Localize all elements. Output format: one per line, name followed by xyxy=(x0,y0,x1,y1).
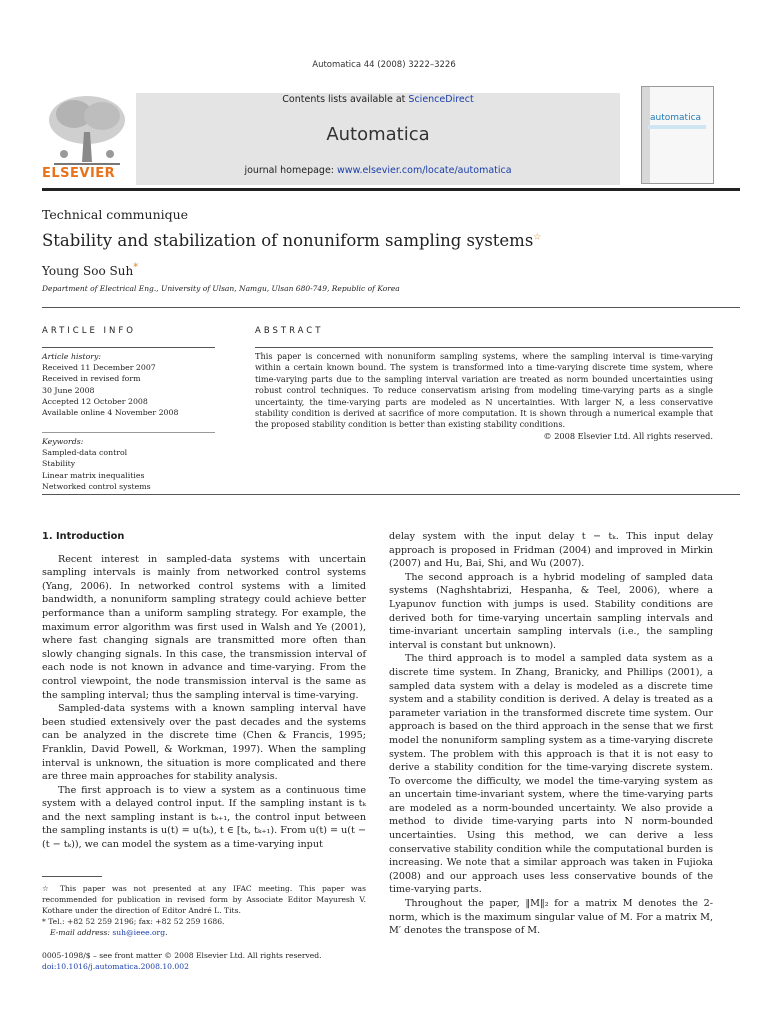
sciencedirect-link[interactable]: ScienceDirect xyxy=(408,94,474,105)
history-item: Available online 4 November 2008 xyxy=(42,408,179,418)
contents-line xyxy=(136,94,620,105)
history-item: Received in revised form xyxy=(42,374,141,384)
history-item: 30 June 2008 xyxy=(42,385,95,395)
history-item: Accepted 12 October 2008 xyxy=(42,396,148,406)
abstract-bottom-rule xyxy=(42,494,740,495)
history-item: Received 11 December 2007 xyxy=(42,363,156,373)
email-label: E-mail address: xyxy=(50,928,113,937)
title-rule xyxy=(42,307,740,308)
article-type: Technical communique xyxy=(42,207,189,222)
article-info-rule xyxy=(42,347,215,348)
header-rule xyxy=(42,188,740,191)
author-line xyxy=(42,262,138,278)
issn-line: 0005-1098/$ – see front matter © 2008 Elsevier Ltd. All rights reserved. xyxy=(42,951,322,960)
elsevier-tree-logo xyxy=(44,92,130,168)
contents-prefix: Contents lists available at xyxy=(282,94,409,105)
paragraph: The third approach is to model a sampled data system as a discrete time system. In Zhang, Branicky, and Phillips (2001), a sampled data system with a delay is modeled as a discrete time system and a stability condition is derived. A delay is treated as a parameter variation in the transformed discrete time system. Our approach is based on the third approach in the sense that we first model the nonuniform sampling system as a time-varying discrete system. The problem with this approach is that it is not easy to derive a stability condition for the time-varying discrete system. To overcome the difficulty, we model the time-varying system as an uncertain time-invariant system, where the time-varying parts are modeled as a norm-bounded uncertainty. We also provide a method to divide time-varying parts into N norm-bounded uncertainties. Using this method, we can derive a less conservative stability condition while the computational burden is increasing. We note that a similar approach was taken in Fujioka (2008) and our approach uses less conservative bounds of the time-varying parts. xyxy=(389,653,713,896)
homepage-prefix: journal homepage: xyxy=(244,165,338,176)
article-history xyxy=(42,351,217,418)
email-link[interactable]: suh@ieee.org xyxy=(112,928,166,937)
left-column xyxy=(42,530,366,852)
issn-block xyxy=(42,950,372,972)
journal-citation: Automatica 44 (2008) 3222–3226 xyxy=(312,60,456,70)
abstract-rule xyxy=(255,347,713,348)
keyword: Sampled-data control xyxy=(42,448,128,458)
keyword: Stability xyxy=(42,459,76,469)
paragraph: Recent interest in sampled-data systems with uncertain sampling intervals is mainly from networked control systems (Yang, 2006). In networked control systems with a limited bandwidth, a nonuniform sampling strategy could achieve better performance than a uniform sampling strategy. For example, the maximum error algorithm was first used in Walsh and Ye (2001), where fast changing signals are transmitted more often than slowly changing signals. In this case, the transmission interval of each node is not known in advance and time-varying. From the control viewpoint, the node transmission interval is the same as the sampling interval; thus the sampling interval is time-varying. xyxy=(42,553,366,701)
journal-homepage xyxy=(136,165,620,176)
footnotes xyxy=(42,883,366,938)
paragraph: Throughout the paper, ‖M‖₂ for a matrix M denotes the 2-norm, which is the maximum singular value of M. For a matrix M, M′ denotes the transpose of M. xyxy=(389,898,713,937)
abstract-text: This paper is concerned with nonuniform sampling systems, where the sampling interval is time-varying within a certain known bound. The system is transformed into a time-varying discrete time system, where time-varying parts due to the sampling interval variation are treated as norm bounded uncertainties using robust control techniques. To reduce conservatism arising from modeling time-varying parts as a single uncertainty, the time-varying parts are modeled as N uncertainties. With larger N, a less conservative stability condition is derived at sacrifice of more computation. It is shown through a numerical example that the proposed stability condition is better than existing stability conditions. xyxy=(255,351,713,430)
elsevier-wordmark: ELSEVIER xyxy=(42,166,116,181)
footnote-email-line xyxy=(42,927,366,938)
paragraph: The second approach is a hybrid modeling of sampled data systems (Naghshtabrizi, Hespanha, & Teel, 2006), where a Lyapunov function with jumps is used. Stability conditions are derived both for time-varying uncertain sampling intervals and time-invariant uncertain sampling intervals (i.e., the sampling interval is constant but unknown). xyxy=(389,571,713,651)
abstract-copyright: © 2008 Elsevier Ltd. All rights reserved. xyxy=(543,430,713,441)
author-footnote-mark[interactable]: * xyxy=(133,262,139,273)
keyword: Linear matrix inequalities xyxy=(42,470,145,480)
title-footnote-mark[interactable]: ☆ xyxy=(533,232,542,243)
cover-stripe xyxy=(648,125,706,129)
keywords-block xyxy=(42,436,217,492)
paragraph: delay system with the input delay t − tₖ. This input delay approach is proposed in Fridman (2004) and improved in Mirkin (2007) and Hu, Bai, Shi, and Wu (2007). xyxy=(389,531,713,570)
keywords-rule xyxy=(42,432,215,433)
cover-spine xyxy=(642,87,650,183)
abstract-body xyxy=(255,351,713,442)
footnote-contact: * Tel.: +82 52 259 2196; fax: +82 52 259 1686. xyxy=(42,917,225,926)
doi-link[interactable]: doi:10.1016/j.automatica.2008.10.002 xyxy=(42,962,189,971)
title-text: Stability and stabilization of nonuniform sampling systems xyxy=(42,231,534,250)
abstract-heading: ABSTRACT xyxy=(255,326,324,336)
email-end: . xyxy=(165,928,168,937)
footnote-rule xyxy=(42,876,102,877)
right-column xyxy=(389,530,713,938)
section-heading-introduction: 1. Introduction xyxy=(42,531,125,542)
journal-name: Automatica xyxy=(326,124,430,145)
author-name: Young Soo Suh xyxy=(42,264,134,278)
article-info-heading: ARTICLE INFO xyxy=(42,326,136,336)
keywords-label: Keywords: xyxy=(42,437,84,446)
homepage-link[interactable]: www.elsevier.com/locate/automatica xyxy=(337,165,512,176)
cover-title: automatica xyxy=(650,113,702,123)
affiliation: Department of Electrical Eng., University of Ulsan, Namgu, Ulsan 680-749, Republic of Korea xyxy=(42,284,400,293)
paragraph: Sampled-data systems with a known sampling interval have been studied extensively over the past decades and the systems can be analyzed in the discrete time (Chen & Francis, 1995; Franklin, David Powell, & Workman, 1997). When the sampling interval is unknown, the situation is more complicated and there are three main approaches for stability analysis. xyxy=(42,703,366,783)
paragraph: The first approach is to view a system as a continuous time system with a delayed control input. If the sampling instant is tₖ and the next sampling instant is tₖ₊₁, the control input between the sampling instants is u(t) = u(tₖ), t ∈ [tₖ, tₖ₊₁). From u(t) = u(t − (t − tₖ)), we can model the system as a time-varying input xyxy=(42,784,366,851)
footnote-star: ☆ This paper was not presented at any IFAC meeting. This paper was recommended for publication in revised form by Associate Editor Mayuresh V. Kothare under the direction of Editor André L. Tits. xyxy=(42,884,366,915)
journal-cover-image xyxy=(641,86,714,184)
keyword: Networked control systems xyxy=(42,481,151,491)
history-label: Article history: xyxy=(42,352,102,361)
article-title xyxy=(42,231,541,250)
